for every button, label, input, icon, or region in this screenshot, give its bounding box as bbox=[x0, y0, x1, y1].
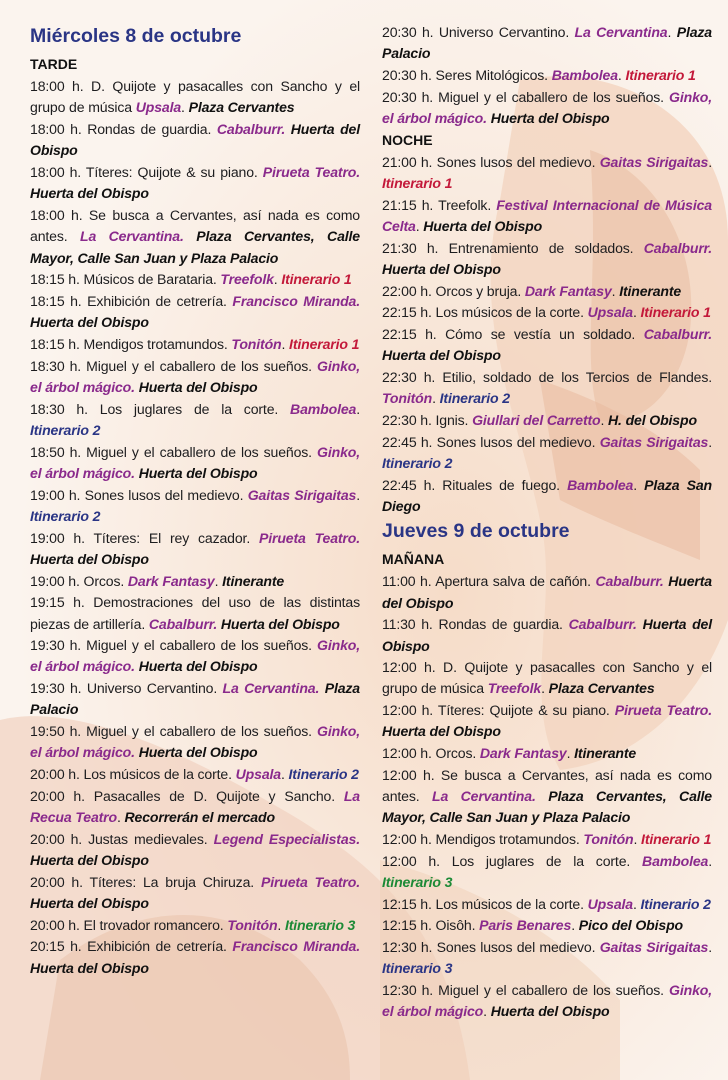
location-name: Huerta del Obispo bbox=[138, 378, 258, 395]
event-text: . bbox=[632, 304, 641, 321]
event-text: 19:00 h. Sones lusos del medievo. bbox=[30, 486, 248, 503]
itinerary-label: Itinerario 2 bbox=[30, 507, 101, 524]
schedule-entry bbox=[382, 743, 712, 764]
schedule-entry bbox=[382, 152, 712, 195]
event-text: . bbox=[432, 390, 440, 407]
event-text: . bbox=[708, 852, 712, 869]
performer-name: Treefolk bbox=[220, 271, 274, 288]
event-text: . bbox=[116, 809, 125, 826]
event-text: . bbox=[273, 271, 282, 288]
performer-name: Paris Benares bbox=[479, 917, 572, 934]
performer-name: La Cervantina bbox=[574, 24, 668, 40]
itinerary-label: Itinerario 2 bbox=[382, 454, 453, 471]
event-text: 20:30 h. Seres Mitológicos. bbox=[382, 66, 552, 83]
schedule-entry bbox=[30, 786, 360, 829]
performer-name: Pirueta Teatro. bbox=[614, 702, 713, 719]
event-text: 12:15 h. Los músicos de la corte. bbox=[382, 895, 588, 912]
performer-name: Tonitón bbox=[583, 831, 634, 848]
performer-name: Bambolea bbox=[551, 66, 618, 83]
location-name: Huerta del Obispo bbox=[382, 723, 501, 740]
performer-name: Treefolk bbox=[487, 680, 542, 697]
event-text: . bbox=[667, 24, 677, 40]
location-name: Plaza Cervantes, Calle Mayor, Calle San Juan y Plaza Palacio bbox=[30, 228, 360, 266]
schedule-entry bbox=[382, 367, 712, 410]
event-text: 12:00 h. Orcos. bbox=[382, 745, 480, 762]
performer-name: Tonitón bbox=[231, 335, 282, 352]
performer-name: Ginko, el árbol mágico. bbox=[382, 88, 712, 126]
performer-name: Gaitas Sirigaitas bbox=[599, 433, 709, 450]
right-column bbox=[382, 22, 712, 1023]
event-text bbox=[536, 788, 548, 804]
event-text: . bbox=[632, 895, 641, 912]
section-heading: NOCHE bbox=[382, 131, 433, 148]
schedule-entry bbox=[30, 592, 360, 635]
event-text: 12:30 h. Sones lusos del medievo. bbox=[382, 939, 600, 956]
schedule-entry bbox=[382, 980, 712, 1023]
event-text: 11:30 h. Rondas de guardia. bbox=[382, 616, 569, 633]
schedule-entry bbox=[382, 195, 712, 238]
event-text: 12:00 h. Se busca a Cervantes, así nada es como antes. bbox=[382, 766, 712, 805]
performer-name: Cabalburr. bbox=[148, 615, 218, 632]
event-text: 18:00 h. D. Quijote y pasacalles con Sancho y el grupo de música bbox=[30, 78, 360, 116]
schedule-entry bbox=[30, 442, 360, 485]
location-name: Plaza Palacio bbox=[382, 24, 712, 62]
performer-name: Francisco Miranda. bbox=[232, 292, 360, 309]
performer-name: Ginko, el árbol mágico. bbox=[30, 443, 360, 481]
location-name: Huerta del Obispo bbox=[382, 616, 713, 654]
schedule-entry bbox=[382, 302, 712, 323]
schedule-entry bbox=[30, 936, 360, 979]
schedule-entry bbox=[30, 635, 360, 678]
location-name: Pico del Obispo bbox=[578, 917, 683, 934]
performer-name: Upsala bbox=[587, 895, 633, 912]
location-name: Plaza San Diego bbox=[382, 476, 713, 514]
itinerary-label: Itinerario 1 bbox=[625, 66, 696, 83]
schedule-entry bbox=[382, 432, 712, 475]
event-text: . bbox=[708, 433, 712, 450]
location-name: Recorrerán el mercado bbox=[124, 809, 275, 826]
schedule-entry bbox=[382, 281, 712, 302]
event-text: . bbox=[566, 745, 575, 762]
event-text: 22:45 h. Sones lusos del medievo. bbox=[382, 433, 600, 450]
schedule-entry bbox=[382, 937, 712, 980]
schedule-entry bbox=[382, 475, 712, 518]
performer-name: Bambolea bbox=[642, 852, 709, 869]
performer-name: Bambolea bbox=[290, 400, 357, 417]
schedule-entry bbox=[30, 915, 360, 936]
event-text: 12:00 h. Mendigos trotamundos. bbox=[382, 831, 584, 848]
event-text: 20:30 h. Universo Cervantino. bbox=[382, 24, 575, 40]
performer-name: Gaitas Sirigaitas bbox=[599, 153, 709, 170]
performer-name: Upsala bbox=[587, 304, 633, 321]
performer-name: Cabalburr. bbox=[595, 573, 664, 590]
event-text: 18:30 h. Miguel y el caballero de los sueños. bbox=[30, 357, 318, 374]
itinerary-label: Itinerario 1 bbox=[382, 174, 453, 191]
performer-name: Tonitón bbox=[382, 390, 433, 407]
event-text: . bbox=[356, 400, 360, 417]
location-name: Huerta del Obispo bbox=[30, 120, 360, 159]
day-heading: Miércoles 8 de octubre bbox=[30, 25, 242, 47]
schedule-entry bbox=[30, 356, 360, 399]
performer-name: Ginko, el árbol mágico. bbox=[30, 637, 360, 675]
event-text: 12:00 h. Títeres: Quijote & su piano. bbox=[382, 702, 615, 719]
event-text: 20:30 h. Miguel y el caballero de los sueños. bbox=[382, 88, 670, 105]
event-text: 12:30 h. Miguel y el caballero de los sueños. bbox=[382, 982, 670, 999]
performer-name: Upsala bbox=[235, 766, 281, 783]
itinerary-label: Itinerario 3 bbox=[284, 916, 356, 933]
location-name: Huerta del Obispo bbox=[490, 109, 610, 126]
event-text: . bbox=[214, 572, 223, 589]
event-text: 20:00 h. Los músicos de la corte. bbox=[30, 766, 236, 783]
event-text: 22:45 h. Rituales de fuego. bbox=[382, 476, 568, 493]
left-column bbox=[30, 22, 360, 979]
event-text: . bbox=[281, 335, 290, 352]
itinerary-label: Itinerario 1 bbox=[289, 335, 360, 352]
itinerary-label: Itinerario 2 bbox=[439, 390, 510, 407]
event-text bbox=[184, 228, 196, 244]
event-text: 19:00 h. Orcos. bbox=[30, 572, 128, 589]
schedule-entry bbox=[382, 65, 712, 86]
performer-name: Gaitas Sirigaitas bbox=[247, 486, 357, 503]
performer-name: Giullari del Carretto bbox=[472, 411, 601, 428]
schedule-entry bbox=[30, 76, 360, 119]
schedule-entry bbox=[30, 269, 360, 290]
location-name: Huerta del Obispo bbox=[220, 615, 340, 632]
event-text: 20:00 h. Justas medievales. bbox=[30, 830, 214, 847]
itinerary-label: Itinerario 1 bbox=[281, 271, 352, 288]
event-text: 20:00 h. El trovador romancero. bbox=[30, 916, 228, 933]
event-text: 22:00 h. Orcos y bruja. bbox=[382, 282, 525, 299]
event-text: 18:15 h. Mendigos trotamundos. bbox=[30, 335, 232, 352]
event-text: 12:00 h. Los juglares de la corte. bbox=[382, 852, 643, 869]
event-text: 19:50 h. Miguel y el caballero de los sueños. bbox=[30, 723, 318, 740]
location-name: Huerta del Obispo bbox=[138, 464, 258, 481]
event-text: 21:15 h. Treefolk. bbox=[382, 196, 497, 213]
event-text: . bbox=[600, 411, 609, 428]
performer-name: La Cervantina. bbox=[79, 228, 184, 245]
location-name: Huerta del Obispo bbox=[30, 959, 149, 976]
location-name: Huerta del Obispo bbox=[138, 658, 258, 675]
event-text: 18:15 h. Músicos de Barataria. bbox=[30, 271, 221, 288]
location-name: Plaza Cervantes bbox=[188, 99, 295, 116]
schedule-entry bbox=[30, 571, 360, 592]
schedule-entry bbox=[382, 700, 712, 743]
itinerary-label: Itinerario 1 bbox=[641, 831, 712, 848]
event-text: 22:30 h. Ignis. bbox=[382, 411, 473, 428]
performer-name: Cabalburr. bbox=[216, 120, 286, 137]
performer-name: Festival Internacional de Música Celta bbox=[382, 196, 712, 234]
location-name: H. del Obispo bbox=[608, 411, 697, 428]
event-text: 20:00 h. Pasacalles de D. Quijote y Sancho. bbox=[30, 787, 344, 804]
schedule-entry bbox=[30, 829, 360, 872]
itinerary-label: Itinerario 3 bbox=[382, 960, 453, 977]
location-name: Huerta del Obispo bbox=[30, 550, 149, 567]
location-name: Huerta del Obispo bbox=[382, 573, 712, 611]
event-text: . bbox=[483, 1003, 491, 1020]
itinerary-label: Itinerario 3 bbox=[382, 874, 453, 891]
location-name: Plaza Cervantes bbox=[548, 680, 655, 697]
event-text: . bbox=[708, 153, 712, 170]
event-text: . bbox=[611, 282, 620, 299]
event-text: . bbox=[633, 831, 642, 848]
schedule-entry bbox=[30, 528, 360, 571]
schedule-entry bbox=[30, 399, 360, 442]
schedule-entry bbox=[30, 721, 360, 764]
performer-name: Ginko, el árbol mágico bbox=[382, 982, 712, 1020]
performer-name: Cabalburr. bbox=[643, 239, 712, 256]
schedule-entry bbox=[382, 915, 712, 936]
event-text: 22:15 h. Los músicos de la corte. bbox=[382, 304, 588, 321]
event-text: . bbox=[415, 217, 424, 234]
schedule-entry bbox=[30, 291, 360, 334]
location-name: Huerta del Obispo bbox=[382, 347, 501, 364]
section-heading: MAÑANA bbox=[382, 551, 445, 568]
location-name: Huerta del Obispo bbox=[490, 1003, 610, 1020]
schedule-entry bbox=[30, 485, 360, 528]
event-text: . bbox=[356, 486, 360, 503]
event-text: . bbox=[181, 99, 189, 116]
event-text: 18:00 h. Se busca a Cervantes, así nada es como antes. bbox=[30, 206, 360, 245]
schedule-entry bbox=[382, 614, 712, 657]
itinerary-label: Itinerario 2 bbox=[30, 421, 101, 438]
section-heading: TARDE bbox=[30, 56, 78, 72]
schedule-entry bbox=[382, 324, 712, 367]
event-text: . bbox=[571, 917, 579, 934]
event-text: 19:00 h. Títeres: El rey cazador. bbox=[30, 529, 259, 546]
location-name: Itinerante bbox=[222, 572, 285, 589]
schedule-entry bbox=[382, 571, 712, 614]
schedule-entry bbox=[30, 162, 360, 205]
schedule-entry bbox=[30, 205, 360, 269]
schedule-entry bbox=[382, 238, 712, 281]
performer-name: Cabalburr. bbox=[568, 616, 637, 633]
schedule-entry bbox=[30, 764, 360, 785]
performer-name: Pirueta Teatro. bbox=[260, 873, 360, 890]
event-text: 22:15 h. Cómo se vestía un soldado. bbox=[382, 325, 644, 342]
event-text: 19:30 h. Miguel y el caballero de los sueños. bbox=[30, 637, 318, 654]
performer-name: La Cervantina. bbox=[431, 788, 536, 805]
location-name: Itinerante bbox=[619, 282, 682, 299]
event-text: 18:15 h. Exhibición de cetrería. bbox=[30, 292, 233, 309]
itinerary-label: Itinerario 1 bbox=[640, 304, 711, 321]
schedule-entry bbox=[382, 22, 712, 65]
performer-name: Legend Especialistas. bbox=[213, 830, 360, 847]
location-name: Plaza Palacio bbox=[30, 680, 360, 718]
location-name: Huerta del Obispo bbox=[423, 217, 543, 234]
event-text: 18:30 h. Los juglares de la corte. bbox=[30, 400, 291, 417]
location-name: Itinerante bbox=[574, 745, 637, 762]
event-text: 19:15 h. Demostraciones del uso de las distintas piezas de artillería. bbox=[30, 594, 360, 632]
performer-name: Cabalburr. bbox=[643, 325, 712, 342]
performer-name: Gaitas Sirigaitas bbox=[599, 939, 709, 956]
schedule-entry bbox=[30, 678, 360, 721]
performer-name: La Cervantina. bbox=[222, 680, 320, 697]
event-text: 22:30 h. Etilio, soldado de los Tercios de Flandes. bbox=[382, 368, 712, 385]
event-text: 21:00 h. Sones lusos del medievo. bbox=[382, 153, 600, 170]
performer-name: La Recua Teatro bbox=[30, 787, 360, 826]
performer-name: Bambolea bbox=[567, 476, 634, 493]
schedule-entry bbox=[382, 894, 712, 915]
location-name: Huerta del Obispo bbox=[138, 744, 258, 761]
event-text: 18:00 h. Títeres: Quijote & su piano. bbox=[30, 163, 263, 180]
event-text: 12:00 h. D. Quijote y pasacalles con Sancho y el grupo de música bbox=[382, 659, 712, 697]
event-text: . bbox=[633, 476, 645, 493]
itinerary-label: Itinerario 2 bbox=[288, 766, 359, 783]
event-text: 19:30 h. Universo Cervantino. bbox=[30, 680, 223, 697]
performer-name: Tonitón bbox=[227, 916, 278, 933]
event-text: . bbox=[277, 916, 285, 933]
performer-name: Dark Fantasy bbox=[524, 282, 612, 299]
schedule-entry bbox=[382, 87, 712, 130]
day-heading: Jueves 9 de octubre bbox=[382, 520, 570, 543]
event-text: 21:30 h. Entrenamiento de soldados. bbox=[382, 239, 644, 256]
schedule-entry bbox=[382, 829, 712, 850]
performer-name: Ginko, el árbol mágico. bbox=[30, 357, 360, 395]
performer-name: Dark Fantasy bbox=[127, 572, 215, 589]
location-name: Huerta del Obispo bbox=[382, 260, 501, 277]
event-text: 11:00 h. Apertura salva de cañón. bbox=[382, 573, 596, 590]
schedule-entry bbox=[30, 119, 360, 162]
event-text: 20:00 h. Títeres: La bruja Chiruza. bbox=[30, 873, 261, 890]
event-text: 20:15 h. Exhibición de cetrería. bbox=[30, 938, 233, 955]
event-text: 18:00 h. Rondas de guardia. bbox=[30, 120, 217, 137]
schedule-entry bbox=[30, 334, 360, 355]
schedule-entry bbox=[382, 851, 712, 894]
location-name: Plaza Cervantes, Calle Mayor, Calle San Juan y Plaza Palacio bbox=[382, 788, 712, 826]
schedule-entry bbox=[382, 657, 712, 700]
performer-name: Francisco Miranda. bbox=[232, 938, 360, 955]
event-text: . bbox=[280, 766, 289, 783]
location-name: Huerta del Obispo bbox=[30, 895, 149, 912]
event-text: . bbox=[617, 66, 626, 83]
event-text: . bbox=[708, 939, 712, 956]
performer-name: Dark Fantasy bbox=[479, 745, 567, 762]
performer-name: Upsala bbox=[135, 99, 182, 116]
schedule-entry bbox=[382, 765, 712, 829]
schedule-entry bbox=[382, 410, 712, 431]
performer-name: Ginko, el árbol mágico. bbox=[30, 723, 360, 761]
location-name: Huerta del Obispo bbox=[30, 185, 149, 202]
schedule-entry bbox=[30, 872, 360, 915]
event-text: 18:50 h. Miguel y el caballero de los sueños. bbox=[30, 443, 318, 460]
event-text: . bbox=[541, 680, 549, 697]
location-name: Huerta del Obispo bbox=[30, 852, 149, 869]
location-name: Huerta del Obispo bbox=[30, 314, 149, 331]
itinerary-label: Itinerario 2 bbox=[640, 895, 711, 912]
performer-name: Pirueta Teatro. bbox=[258, 529, 360, 546]
performer-name: Pirueta Teatro. bbox=[262, 163, 361, 180]
event-text: 12:15 h. Oisôh. bbox=[382, 917, 480, 934]
